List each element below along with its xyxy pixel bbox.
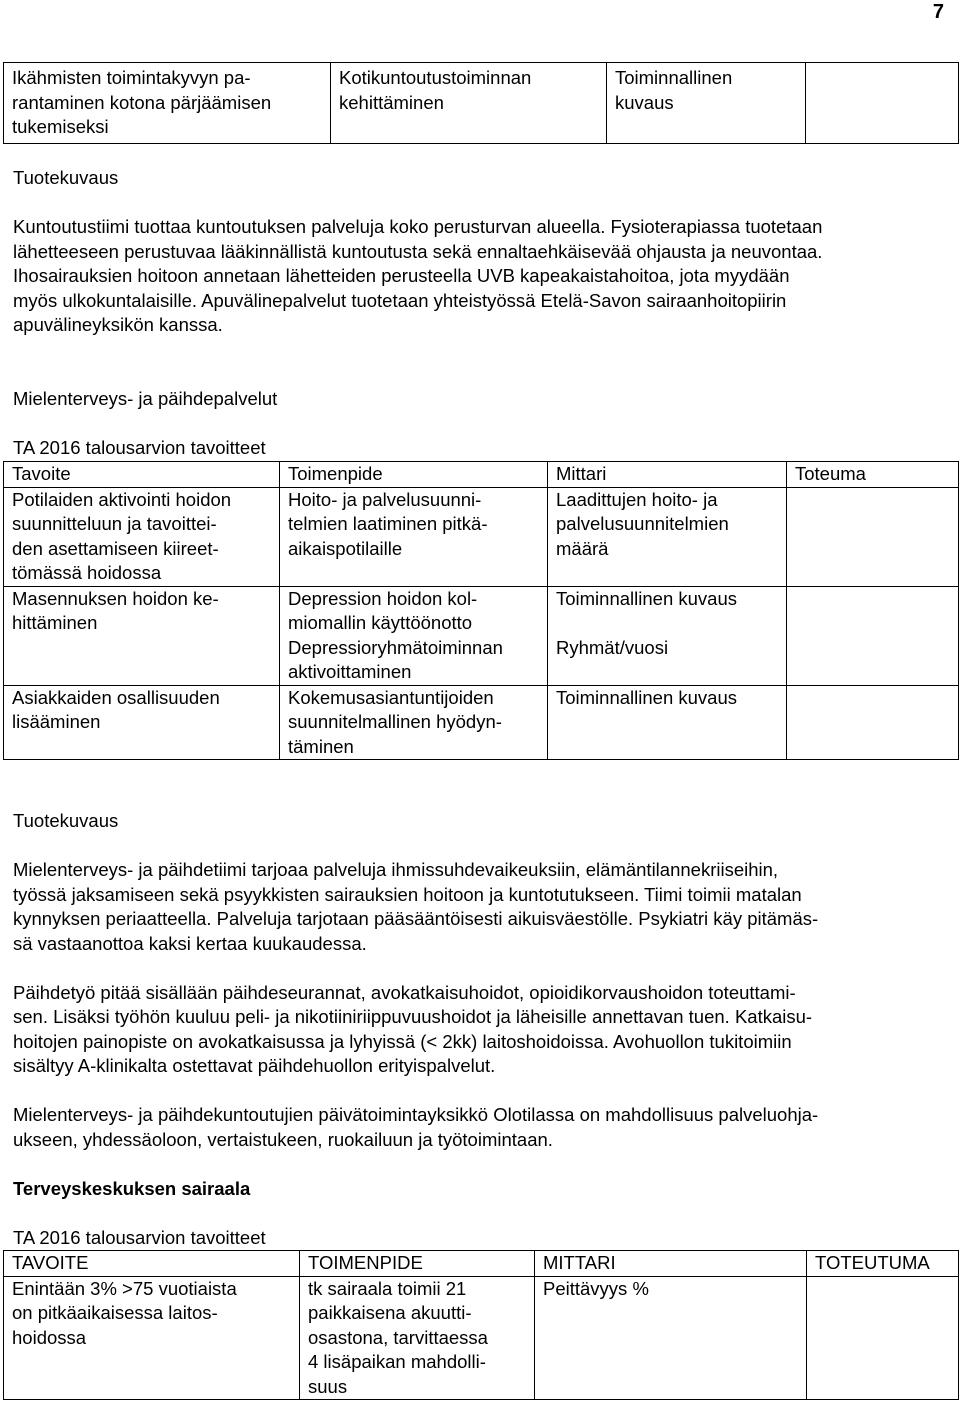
table-cell	[548, 685, 787, 760]
top-cell-2	[331, 63, 607, 144]
table-cell	[4, 1276, 300, 1400]
top-cell-3	[607, 63, 806, 144]
section-heading: Tuotekuvaus	[13, 167, 119, 188]
text-line: tk sairaala toimii 21	[308, 1277, 467, 1299]
paragraph-line: sä vastaanottoa kaksi kertaa kuukaudessa.	[13, 932, 367, 954]
column-header: Mittari	[548, 462, 787, 488]
column-header: Tavoite	[4, 462, 280, 488]
text-line: suunnitteluun ja tavoittei-	[12, 513, 217, 534]
text-line: täminen	[288, 735, 354, 757]
text-line: miomallin käyttöönotto	[288, 612, 473, 633]
text-line: Ryhmät/vuosi	[556, 636, 669, 658]
table-cell	[280, 685, 548, 760]
text-line: aktivoittaminen	[288, 661, 412, 682]
section-mielenterveys-description	[13, 809, 948, 1152]
text-line: Depression hoidon kol-	[288, 587, 478, 609]
table-cell	[4, 586, 280, 685]
section-heading: Tuotekuvaus	[13, 810, 119, 831]
paragraph-line: hoitojen painopiste on avokatkaisussa ja lyhyissä (< 2kk) laitoshoidoissa. Avohuollon tukitoimiin	[13, 1030, 792, 1052]
column-header: Toteuma	[787, 462, 959, 488]
text-line: Kotikuntoutustoiminnan	[339, 67, 532, 88]
table-header-row	[4, 1251, 959, 1277]
goals-table	[3, 461, 959, 760]
table-caption: TA 2016 talousarvion tavoitteet	[13, 437, 266, 458]
page-number: 7	[932, 1, 944, 23]
paragraph-line: apuvälineyksikön kanssa.	[13, 314, 223, 335]
column-header: TOIMENPIDE	[300, 1251, 535, 1277]
text-line: Potilaiden aktivointi hoidon	[12, 488, 232, 510]
top-table	[3, 62, 959, 144]
paragraph-line: kynnyksen periaatteella. Palveluja tarjotaan pääsääntöisesti aikuisväestölle. Psykiatri käy pitämäs-	[13, 908, 819, 929]
paragraph-line: sen. Lisäksi työhön kuuluu peli- ja nikotiiniriippuvuushoidot ja läheisille annettavan tuen. Katkaisu-	[13, 1006, 813, 1027]
column-header: MITTARI	[535, 1251, 807, 1277]
text-line: Laadittujen hoito- ja	[556, 488, 718, 510]
text-line: den asettamiseen kiireet-	[12, 537, 219, 559]
text-line: 4 lisäpaikan mahdolli-	[308, 1351, 486, 1372]
paragraph-line: työssä jaksamiseen sekä psyykkisten sairauksien hoitoon ja kuntotutukseen. Tiimi toimii matalan	[13, 883, 802, 905]
text-line: hoidossa	[12, 1326, 87, 1348]
text-line: kuvaus	[615, 91, 674, 113]
section-heading: Mielenterveys- ja päihdepalvelut	[13, 388, 278, 409]
table-cell	[280, 586, 548, 685]
table-row	[4, 487, 959, 586]
table-row	[4, 586, 959, 685]
top-cell-4	[806, 63, 959, 144]
paragraph-line: lähetteeseen perustuvaa lääkinnällistä kuntoutusta sekä ennaltaehkäisevää ohjausta ja neuvontaa.	[13, 240, 823, 262]
text-line: Ikähmisten toimintakyvyn pa-	[12, 67, 251, 88]
section-heading: Terveyskeskuksen sairaala	[13, 1178, 251, 1199]
text-line: Toiminnallinen kuvaus	[556, 686, 737, 708]
text-line: Enintään 3% >75 vuotiaista	[12, 1277, 237, 1299]
text-line: rantaminen kotona pärjäämisen	[12, 91, 272, 113]
table-row	[4, 1276, 959, 1400]
text-line: on pitkäaikaisessa laitos-	[12, 1302, 218, 1323]
text-line: Kokemusasiantuntijoiden	[288, 686, 494, 708]
paragraph-line: myös ulkokuntalaisille. Apuvälinepalvelut tuotetaan yhteistyössä Etelä-Savon sairaanhoitopiirin	[13, 289, 787, 311]
table-cell	[787, 586, 959, 685]
text-line: määrä	[556, 537, 609, 559]
table-cell	[787, 685, 959, 760]
text-line: suunnitelmallinen hyödyn-	[288, 711, 502, 732]
table-cell	[4, 685, 280, 760]
column-header: Toimenpide	[280, 462, 548, 488]
text-line: kehittäminen	[339, 91, 444, 113]
paragraph-line: Ihosairauksien hoitoon annetaan lähetteiden perusteella UVB kapeakaistahoitoa, jota myydään	[13, 265, 790, 286]
text-line: Hoito- ja palvelusuunni-	[288, 488, 482, 510]
paragraph-line: Kuntoutustiimi tuottaa kuntoutuksen palveluja koko perusturvan alueella. Fysioterapiassa tuotetaan	[13, 216, 823, 237]
table-header-row	[4, 462, 959, 488]
table-cell	[280, 487, 548, 586]
text-line: Masennuksen hoidon ke-	[12, 587, 219, 609]
table-cell	[548, 586, 787, 685]
text-line: Peittävyys %	[543, 1277, 649, 1299]
column-header: TAVOITE	[4, 1251, 300, 1277]
table-cell	[535, 1276, 807, 1400]
table-cell	[807, 1276, 959, 1400]
paragraph-line: Mielenterveys- ja päihdekuntoutujien päivätoimintayksikkö Olotilassa on mahdollisuus palveluohja-	[13, 1104, 819, 1125]
text-line: aikaispotilaille	[288, 537, 403, 559]
paragraph-line: Mielenterveys- ja päihdetiimi tarjoaa palveluja ihmissuhdevaikeuksiin, elämäntilannekriiseihin,	[13, 859, 779, 880]
text-line: paikkaisena akuutti-	[308, 1302, 472, 1323]
table-cell	[787, 487, 959, 586]
text-line: tömässä hoidossa	[12, 562, 162, 583]
section-kuntoutus	[13, 166, 948, 338]
table-cell	[4, 487, 280, 586]
text-line: tukemiseksi	[12, 116, 109, 137]
paragraph-line: ukseen, yhdessäoloon, vertaistukeen, ruokailuun ja työtoimintaan.	[13, 1128, 553, 1150]
section-mielenterveys	[13, 387, 948, 461]
text-line: lisääminen	[12, 711, 101, 732]
text-line: palvelusuunnitelmien	[556, 513, 729, 534]
column-header: TOTEUTUMA	[807, 1251, 959, 1277]
hospital-goals-table	[3, 1250, 959, 1400]
table-row	[4, 685, 959, 760]
section-sairaala	[13, 1177, 948, 1251]
table-cell	[300, 1276, 535, 1400]
text-line: suus	[308, 1375, 348, 1397]
top-cell-1	[4, 63, 331, 144]
text-line: Toiminnallinen	[615, 67, 733, 88]
paragraph-line: Päihdetyö pitää sisällään päihdeseurannat, avokatkaisuhoidot, opioidikorvaushoidon toteuttami-	[13, 981, 796, 1003]
paragraph-line: sisältyy A-klinikalta ostettavat päihdehuollon erityispalvelut.	[13, 1055, 496, 1076]
text-line: Depressioryhmätoiminnan	[288, 636, 503, 658]
text-line	[556, 611, 778, 636]
text-line: telmien laatiminen pitkä-	[288, 513, 488, 534]
table-cell	[548, 487, 787, 586]
table-caption: TA 2016 talousarvion tavoitteet	[13, 1227, 266, 1248]
text-line: osastona, tarvittaessa	[308, 1326, 488, 1348]
text-line: Asiakkaiden osallisuuden	[12, 686, 220, 708]
text-line: Toiminnallinen kuvaus	[556, 587, 737, 609]
text-line: hittäminen	[12, 612, 98, 633]
